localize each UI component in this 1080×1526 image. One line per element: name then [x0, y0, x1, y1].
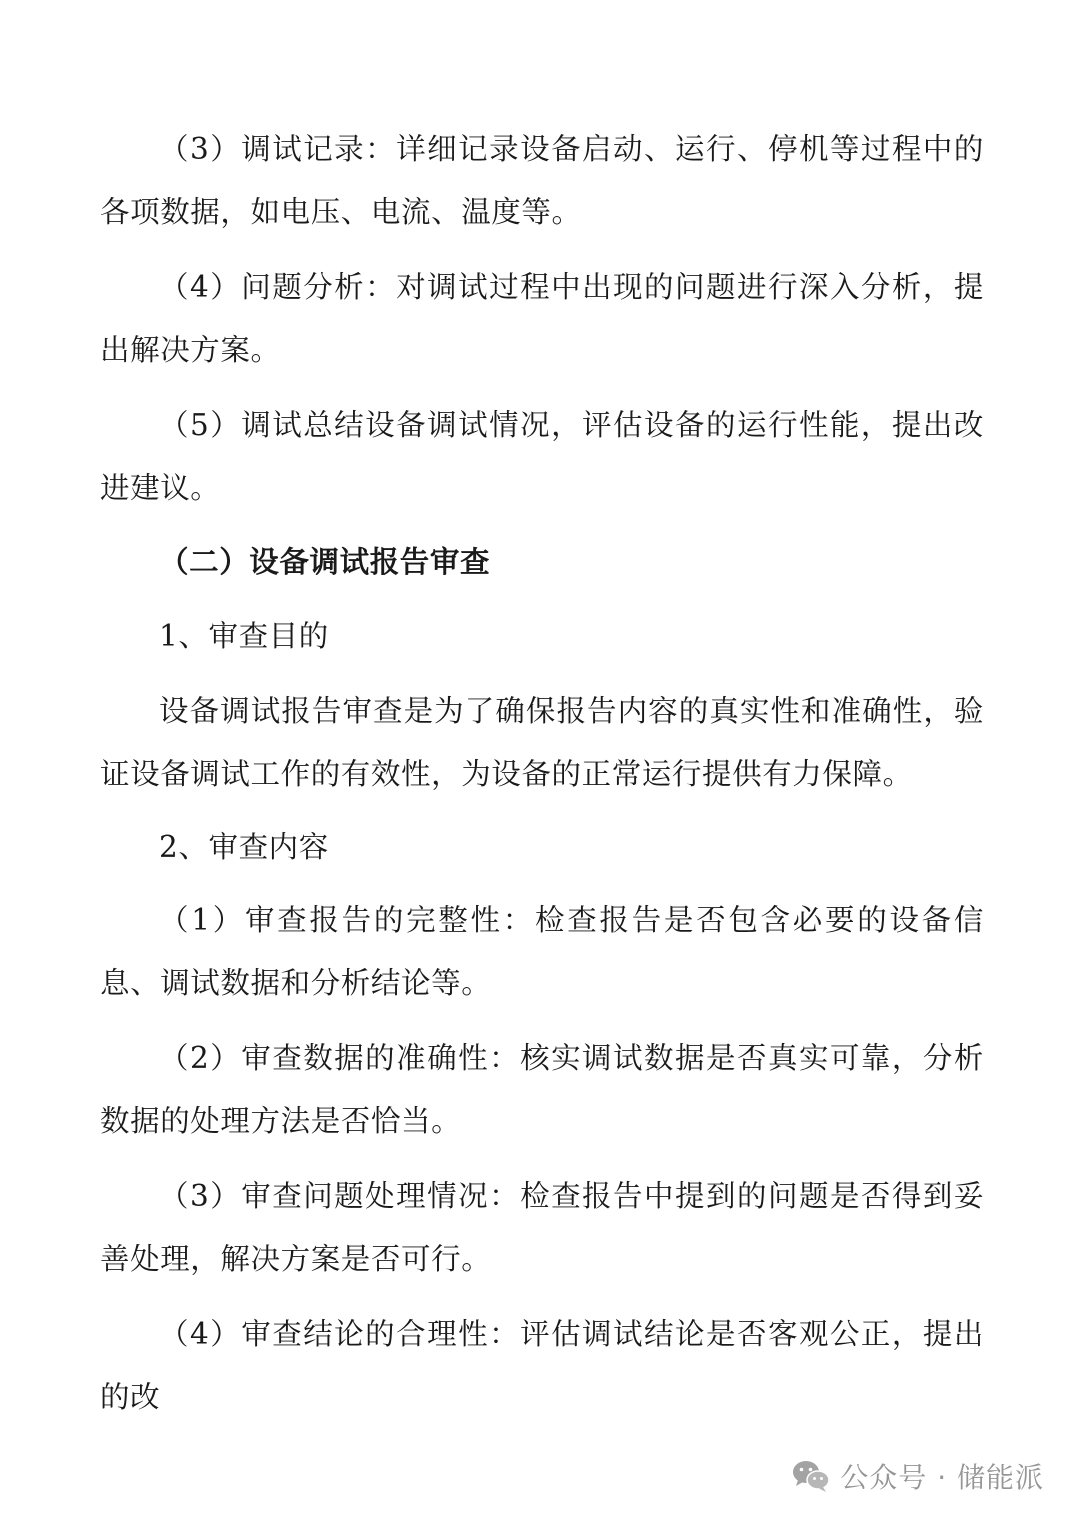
- paragraph-debug-summary: （5）调试总结设备调试情况，评估设备的运行性能，提出改进建议。: [100, 408, 984, 505]
- paragraph-problem-analysis: （4）问题分析：对调试过程中出现的问题进行深入分析，提出解决方案。: [100, 270, 984, 367]
- section-heading: （二）设备调试报告审查: [159, 545, 491, 579]
- paragraph-review-issue-handling: （3）审查问题处理情况：检查报告中提到的问题是否得到妥善处理，解决方案是否可行。: [100, 1179, 984, 1276]
- subheading-review-content: 2、审查内容: [159, 830, 329, 864]
- wechat-icon: [792, 1459, 830, 1493]
- wechat-watermark: [792, 1456, 1044, 1496]
- paragraph-review-accuracy: （2）审查数据的准确性：核实调试数据是否真实可靠，分析数据的处理方法是否恰当。: [100, 1041, 984, 1138]
- subheading-review-purpose: 1、审查目的: [159, 619, 329, 653]
- watermark-text: 公众号 · 储能派: [840, 1461, 1044, 1494]
- paragraph-review-completeness: （1）审查报告的完整性：检查报告是否包含必要的设备信息、调试数据和分析结论等。: [100, 903, 984, 1000]
- paragraph-review-conclusion: （4）审查结论的合理性：评估调试结论是否客观公正，提出的改: [100, 1317, 984, 1414]
- paragraph-review-purpose: 设备调试报告审查是为了确保报告内容的真实性和准确性，验证设备调试工作的有效性，为设备的正常运行提供有力保障。: [100, 694, 984, 791]
- paragraph-debug-record: （3）调试记录：详细记录设备启动、运行、停机等过程中的各项数据，如电压、电流、温度等。: [100, 132, 984, 229]
